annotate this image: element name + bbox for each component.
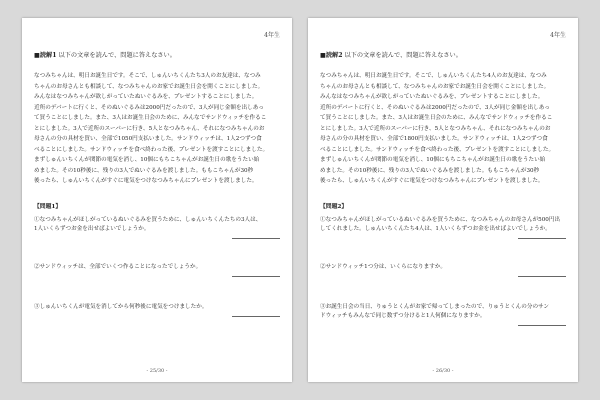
passage-line: まずしゅんいちくんが関節の電気を消し、10個にもちこちゃんがお誕生日の歌をうたい始: [320, 157, 546, 163]
passage-line: みんなはなつみちゃんが欲しがっていたぬいぐるみを、プレゼントすることにしました。: [320, 94, 544, 100]
passage-line: めました。その10秒後に、残りの3人でぬいぐるみを渡しました。ももこちゃんが30秒: [320, 167, 540, 174]
question-2: ②サンドウィッチ1つ分は、いくらになりますか。: [320, 263, 447, 270]
passage-line: て買うことにしました。また、3人はお誕生日会のために、みんなでサンドウィッチを作るこ: [320, 115, 553, 121]
question-3: ③お誕生日会の当日、りゅうとくんがお家で帰ってしまったので、りゅうとくんの分のサン: [320, 303, 549, 310]
reading-title-text: 以下の文章を読んで、問題に答えなさい。: [344, 52, 462, 59]
passage-line: まずしゅんいちくんが関節の電気を消し、10個にもちこちゃんがお誕生日の歌をうたい始: [34, 157, 260, 163]
question-1-cont: してくれました。しゅんいちくんたち4人は、1人いくらずつお金を出せばよいでしょうか。: [320, 225, 551, 232]
passage: [34, 71, 280, 187]
passage-line: て買うことにしました。また、3人はお誕生日会のために、みんなでサンドウィッチを作るこ: [34, 115, 267, 121]
question-1: ①なつみちゃんがほしがっているぬいぐるみを買うために、なつみちゃんのお母さんが500円出: [320, 216, 561, 223]
passage-line: めました。その10秒後に、残りの3人でぬいぐるみを渡しました。ももこちゃんが30秒: [34, 167, 254, 174]
question-1-cont: 1人いくらずつお金を出せばよいでしょうか。: [34, 225, 150, 232]
left-page: [22, 18, 292, 382]
grade-label: 4年生: [264, 32, 280, 39]
passage-line: ちゃんのお母さんとも相談して、なつみちゃんのお家でお誕生日会を開くことにしました。: [320, 83, 550, 90]
question-2: ②サンドウィッチは、全部でいくつ作ることになったでしょうか。: [34, 263, 202, 270]
passage-line: ちゃんのお母さんとも相談して、なつみちゃんのお家でお誕生日会を開くことにしました。: [34, 83, 264, 90]
page-number: - 26/30 -: [432, 368, 454, 374]
question-3-cont: ドウィッチもみんなで同じ数ずつ分けると1人何個になりますか。: [320, 312, 486, 319]
reading-title-text: 以下の文章を読んで、問題に答えなさい。: [58, 52, 176, 59]
page-number: - 25/30 -: [146, 368, 168, 374]
grade-label: 4年生: [550, 32, 566, 39]
passage-line: 母さんの分の具材を買い、全部で1800円支払いました。サンドウィッチは、1人2つずつ食: [320, 136, 548, 142]
reading-title-mark: ■読解2: [320, 52, 343, 59]
passage-line: べることにしました。サンドウィッチを食べ終わった後、プレゼントを渡すことにしました。: [320, 146, 555, 153]
answer-line: [232, 316, 280, 317]
questions-header: 【問題1】: [34, 203, 62, 210]
passage-line: とにしました。3人で近所のスーパーに行き、5人となつみちゃん、それになつみちゃんのお: [34, 125, 265, 132]
passage-line: みんなはなつみちゃんが欲しがっていたぬいぐるみを、プレゼントすることにしました。: [34, 94, 258, 100]
reading-title-mark: ■読解1: [34, 52, 57, 59]
right-page: [308, 18, 578, 382]
passage-line: べることにしました。サンドウィッチを食べ終わった後、プレゼントを渡すことにしました。: [34, 146, 269, 153]
passage-line: とにしました。3人で近所のスーパーに行き、5人となつみちゃん、それになつみちゃんのお: [320, 125, 551, 132]
answer-line: [518, 325, 566, 326]
passage-line: 後ったら、しゅんいちくんがすぐに電気をつけなつみちゃんにプレゼントを渡しました。: [320, 178, 544, 184]
reading-title: [34, 50, 280, 59]
passage-line: 近所のデパートに行くと、そのぬいぐるみは2000円だったので、3人が同じ金額を出しあっ: [34, 104, 264, 111]
questions-header: 【問題2】: [320, 203, 348, 210]
question-3: ③しゅんいちくんが電気を消してから何秒後に電気をつけましたか。: [34, 303, 208, 310]
passage: [320, 71, 566, 187]
passage-line: なつみちゃんは、明日お誕生日です。そこで、しゅんいちくんたち4人のお友達は、なつみ: [320, 73, 547, 79]
question-1: ①なつみちゃんがほしがっているぬいぐるみを買うために、しゅんいちくんたちの3人は、: [34, 216, 262, 223]
reading-title: [320, 50, 566, 59]
passage-line: 母さんの分の具材を買い、全部で1050円支払いました。サンドウィッチは、1人2つずつ食: [34, 136, 262, 142]
passage-line: 近所のデパートに行くと、そのぬいぐるみは2000円だったので、3人が同じ金額を出しあっ: [320, 104, 550, 111]
passage-line: 後ったら、しゅんいちくんがすぐに電気をつけなつみちゃんにプレゼントを渡しました。: [34, 178, 258, 184]
passage-line: なつみちゃんは、明日お誕生日です。そこで、しゅんいちくんたち3人のお友達は、なつみ: [34, 73, 261, 79]
